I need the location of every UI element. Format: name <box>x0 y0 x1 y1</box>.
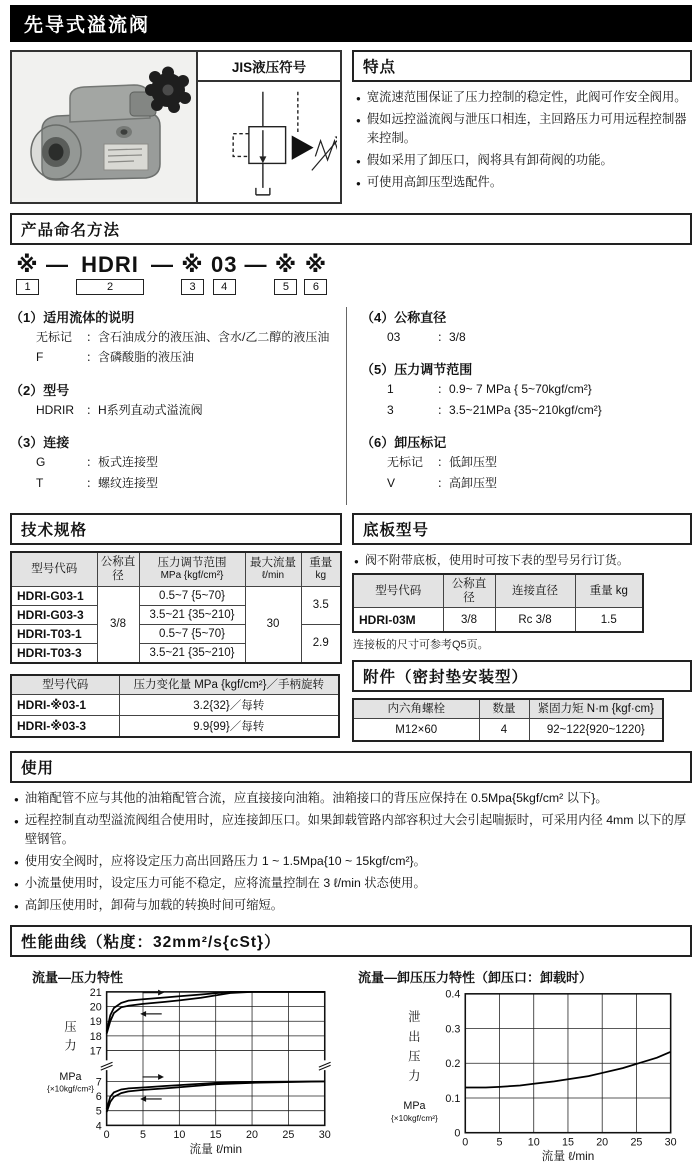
naming-section-title: 产品命名方法 <box>10 213 692 245</box>
term: HDRIR <box>36 402 74 417</box>
naming-items-left <box>10 307 346 505</box>
svg-text:压: 压 <box>64 1020 77 1035</box>
cell-range: 0.5~7 {5~70} <box>139 624 245 643</box>
spec-table <box>10 551 342 664</box>
svg-text:17: 17 <box>89 1045 102 1058</box>
term: T <box>36 475 44 490</box>
pressure-change-table <box>10 674 340 738</box>
cell-diameter: 3/8 <box>97 586 139 663</box>
cell-model: HDRI-G03-3 <box>11 605 97 624</box>
attachment-table <box>352 698 664 742</box>
desc: ：3/8 <box>437 330 466 345</box>
naming-item-5 <box>361 359 692 419</box>
feature-item <box>354 110 690 148</box>
att-col-torque: 紧固力矩 N·m {kgf·cm} <box>529 699 663 719</box>
cell-flow: 30 <box>245 586 301 663</box>
svg-text:0.4: 0.4 <box>445 988 461 1001</box>
svg-text:0: 0 <box>103 1129 110 1142</box>
bp-col-conn: 连接直径 <box>495 574 575 608</box>
att-col-qty: 数量 <box>479 699 529 719</box>
code-dash: — <box>244 252 268 277</box>
pchange-row <box>11 695 339 716</box>
baseplate-note-text: ● 阀不附带底板，使用时可按下表的型号另行订货。 <box>364 553 629 568</box>
cell-bolt: M12×60 <box>353 719 479 741</box>
code-box-5: 5 <box>274 279 297 295</box>
item-num: （1） <box>10 310 44 326</box>
item-num: （6） <box>361 435 395 451</box>
svg-text:压: 压 <box>408 1049 421 1064</box>
svg-text:6: 6 <box>95 1090 102 1103</box>
term: G <box>36 455 46 470</box>
cell-torque: 92~122{920~1220} <box>529 719 663 741</box>
jis-symbol-header: JIS液压符号 <box>198 52 340 82</box>
usage-item <box>12 811 690 849</box>
svg-text:出: 出 <box>408 1029 421 1044</box>
svg-text:泄: 泄 <box>408 1010 421 1025</box>
feature-item <box>354 88 690 107</box>
term: 1 <box>387 382 394 397</box>
feature-text: ● 假如远控溢流阀与泄压口相连，主回路压力可用远程控制器来控制。 <box>366 112 687 146</box>
charts-row <box>10 963 692 1169</box>
usage-section-title: 使用 <box>10 751 692 783</box>
code-box-3: 3 <box>181 279 204 295</box>
usage-text: ● 油箱配管不应与其他的油箱配管合流，应直接接向油箱。油箱接口的背压应保持在 0.5Mpa{5kgf/cm² 以下}。 <box>24 790 608 805</box>
usage-item <box>12 896 690 915</box>
svg-text:MPa: MPa <box>59 1070 82 1083</box>
term: 无标记 <box>36 330 73 345</box>
cell-model: HDRI-※03-3 <box>11 716 119 738</box>
top-section <box>10 50 692 204</box>
naming-item-4 <box>361 307 692 346</box>
svg-text:25: 25 <box>282 1129 295 1142</box>
cell-model: HDRI-03M <box>353 608 443 632</box>
term: F <box>36 350 44 365</box>
code-box-6: 6 <box>304 279 327 295</box>
code-part: ※ <box>274 252 298 277</box>
code-part: ※ <box>181 252 204 277</box>
svg-text:流量 ℓ/min: 流量 ℓ/min <box>541 1150 595 1164</box>
baseplate-footnote: 连接板的尺寸可参考Q5页。 <box>353 638 489 651</box>
naming-item-6 <box>361 432 692 492</box>
svg-text:{×10kgf/cm²}: {×10kgf/cm²} <box>391 1113 438 1124</box>
cell-weight: 2.9 <box>301 624 341 663</box>
svg-text:力: 力 <box>408 1068 421 1083</box>
feature-text: ● 假如采用了卸压口，阀将具有卸荷阀的功能。 <box>366 153 613 168</box>
cell-weight: 3.5 <box>301 586 341 624</box>
svg-text:20: 20 <box>246 1129 259 1142</box>
usage-item <box>12 874 690 893</box>
svg-text:10: 10 <box>527 1136 540 1149</box>
spec-col-diameter: 公称直径 <box>97 552 139 586</box>
usage-text: ● 远程控制直动型溢流阀组合使用时，应连接卸压口。如果卸载管路内部容积过大会引起喘振时，可采用内径 4mm 以下的厚壁钢管。 <box>24 812 687 846</box>
feature-text: ● 可使用高卸压型选配件。 <box>366 175 503 190</box>
svg-text:15: 15 <box>209 1129 222 1142</box>
svg-text:15: 15 <box>561 1136 574 1149</box>
usage-text: ● 小流量使用时，设定压力可能不稳定，应将流量控制在 3 ℓ/min 状态使用。 <box>24 875 426 890</box>
item-title: 卸压标记 <box>394 435 447 451</box>
desc: ：板式连接型 <box>86 455 159 470</box>
naming-item-3 <box>10 432 346 492</box>
code-part: 03 <box>211 252 238 277</box>
svg-text:MPa: MPa <box>403 1100 426 1113</box>
baseplate-section-title: 底板型号 <box>352 513 692 545</box>
naming-item-2 <box>10 380 346 419</box>
code-dash: — <box>151 252 174 277</box>
svg-text:20: 20 <box>89 1001 102 1014</box>
svg-text:0.2: 0.2 <box>445 1058 461 1071</box>
cell-weight: 1.5 <box>575 608 643 632</box>
cell-model: HDRI-T03-1 <box>11 624 97 643</box>
cell-range: 0.5~7 {5~70} <box>139 586 245 605</box>
cell-conn: Rc 3/8 <box>495 608 575 632</box>
feature-text: ● 宽流速范围保证了压力控制的稳定性，此阀可作安全阀用。 <box>366 90 687 104</box>
term: 3 <box>387 402 394 417</box>
term: 03 <box>387 330 401 345</box>
desc: ：高卸压型 <box>437 475 498 490</box>
cell-model: HDRI-G03-1 <box>11 586 97 605</box>
svg-text:流量 ℓ/min: 流量 ℓ/min <box>189 1142 243 1156</box>
att-col-bolt: 内六角螺栓 <box>353 699 479 719</box>
code-part: ※ <box>16 252 39 277</box>
svg-text:25: 25 <box>630 1136 643 1149</box>
naming-item-1 <box>10 307 346 367</box>
unload-pressure-chart-block <box>352 963 694 1169</box>
term: V <box>387 475 396 490</box>
svg-text:0: 0 <box>454 1127 461 1140</box>
photo-symbol-box <box>10 50 342 204</box>
svg-text:5: 5 <box>140 1129 146 1142</box>
attachment-section-title: 附件（密封垫安装型） <box>352 660 692 692</box>
svg-text:10: 10 <box>173 1129 186 1142</box>
cell-model: HDRI-T03-3 <box>11 643 97 663</box>
feature-item <box>354 151 690 170</box>
desc: ：H系列直动式溢流阀 <box>86 402 203 417</box>
desc: ：低卸压型 <box>437 455 498 470</box>
spec-col-model: 型号代码 <box>11 552 97 586</box>
pchange-row <box>11 716 339 738</box>
model-code-diagram <box>16 253 692 295</box>
baseplate-row <box>353 608 643 632</box>
svg-text:19: 19 <box>89 1016 102 1029</box>
svg-text:力: 力 <box>64 1038 77 1053</box>
cell-range: 3.5~21 {35~210} <box>139 605 245 624</box>
desc: ：0.9~ 7 MPa { 5~70kgf/cm²} <box>437 382 592 397</box>
svg-text:{×10kgf/cm²}: {×10kgf/cm²} <box>47 1083 94 1094</box>
item-title: 适用流体的说明 <box>43 310 135 326</box>
spec-col-flow: 最大流量 ℓ/min <box>245 552 301 586</box>
flow-pressure-chart <box>10 986 350 1164</box>
cell-qty: 4 <box>479 719 529 741</box>
page-title: 先导式溢流阀 <box>10 5 692 42</box>
performance-section-title: 性能曲线（粘度：32mm²/s{cSt}） <box>10 925 692 957</box>
naming-items-right <box>346 307 692 505</box>
item-title: 公称直径 <box>394 310 447 326</box>
svg-text:5: 5 <box>95 1105 102 1118</box>
feature-item <box>354 173 690 192</box>
svg-text:20: 20 <box>596 1136 609 1149</box>
code-part: HDRI <box>81 252 139 277</box>
desc: ：3.5~21MPa {35~210kgf/cm²} <box>437 402 602 417</box>
chart2-title: 流量—卸压压力特性（卸压口：卸载时） <box>358 970 593 986</box>
desc: ：含磷酸脂的液压油 <box>86 350 195 365</box>
spec-row <box>11 586 341 605</box>
flow-pressure-chart-block <box>10 963 352 1169</box>
item-title: 连接 <box>43 435 70 451</box>
svg-text:0.3: 0.3 <box>445 1023 461 1036</box>
item-title: 型号 <box>43 382 70 398</box>
usage-item <box>12 852 690 871</box>
valve-photo <box>12 52 198 202</box>
code-box-2: 2 <box>76 279 144 295</box>
svg-text:0: 0 <box>462 1136 469 1149</box>
usage-item <box>12 789 690 808</box>
specs-section-title: 技术规格 <box>10 513 342 545</box>
code-box-1: 1 <box>16 279 39 295</box>
pchange-col-model: 型号代码 <box>11 675 119 695</box>
desc: ：螺纹连接型 <box>86 475 159 490</box>
code-box-4: 4 <box>213 279 236 295</box>
cell-model: HDRI-※03-1 <box>11 695 119 716</box>
svg-text:7: 7 <box>95 1076 102 1089</box>
cell-diameter: 3/8 <box>443 608 495 632</box>
pchange-col-value: 压力变化量 MPa {kgf/cm²}／手柄旋转 <box>119 675 339 695</box>
spec-col-range: 压力调节范围 MPa {kgf/cm²} <box>139 552 245 586</box>
desc: ：含石油成分的液压油、含水/乙二醇的液压油 <box>86 330 330 345</box>
features-section-title: 特点 <box>352 50 692 82</box>
unload-pressure-chart <box>352 986 692 1164</box>
svg-text:30: 30 <box>318 1129 331 1142</box>
chart1-title: 流量—压力特性 <box>32 970 124 986</box>
jis-hydraulic-symbol <box>201 83 337 201</box>
bp-col-model: 型号代码 <box>353 574 443 608</box>
code-part: ※ <box>304 252 328 277</box>
bp-col-diameter: 公称直径 <box>443 574 495 608</box>
item-num: （4） <box>361 310 395 326</box>
spec-col-weight: 重量 kg <box>301 552 341 586</box>
svg-text:4: 4 <box>95 1120 102 1133</box>
bp-col-weight: 重量 kg <box>575 574 643 608</box>
usage-text: ● 使用安全阀时，应将设定压力高出回路压力 1 ~ 1.5Mpa{10 ~ 15kgf/cm²}。 <box>24 853 426 868</box>
item-num: （5） <box>361 362 395 378</box>
svg-text:18: 18 <box>89 1030 102 1043</box>
item-num: （3） <box>10 435 44 451</box>
valve-photo-illustration <box>12 52 196 198</box>
svg-text:30: 30 <box>664 1136 677 1149</box>
term: 无标记 <box>387 455 424 470</box>
cell-value: 3.2{32}／每转 <box>119 695 339 716</box>
baseplate-table <box>352 573 644 633</box>
usage-text: ● 高卸压使用时，卸荷与加载的转换时间可缩短。 <box>24 898 284 912</box>
cell-value: 9.9{99}／每转 <box>119 716 339 738</box>
attachment-row <box>353 719 663 741</box>
item-num: （2） <box>10 382 44 398</box>
baseplate-note <box>352 551 692 570</box>
svg-text:21: 21 <box>89 986 102 999</box>
usage-list <box>12 789 690 915</box>
svg-text:0.1: 0.1 <box>445 1092 461 1105</box>
code-dash: — <box>46 252 69 277</box>
cell-range: 3.5~21 {35~210} <box>139 643 245 663</box>
svg-text:5: 5 <box>496 1136 503 1149</box>
features-list <box>352 88 692 192</box>
item-title: 压力调节范围 <box>394 362 473 378</box>
